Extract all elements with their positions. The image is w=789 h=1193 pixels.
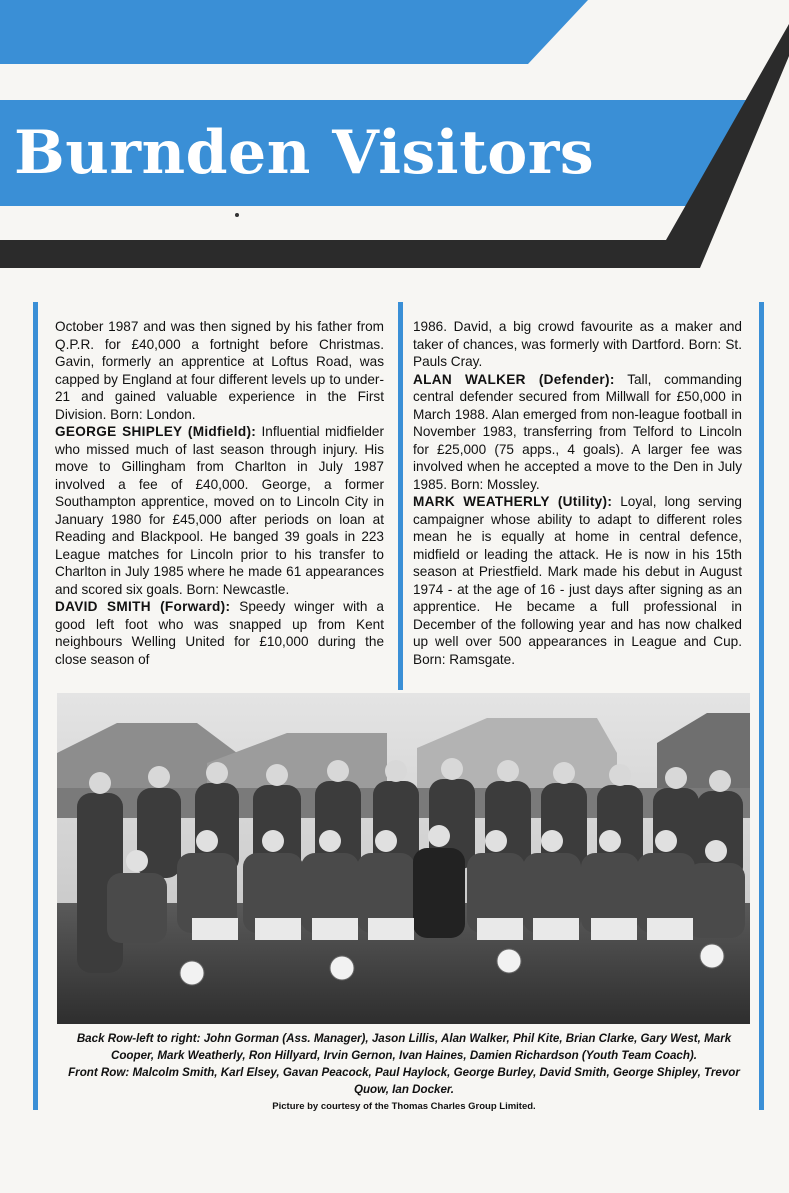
- player-bio: Speedy winger with a good left foot who was snapped up from Kent neighbours Welling United for £10,000 during the close season of: [55, 599, 384, 667]
- mark-weatherly-paragraph: [413, 493, 742, 668]
- player-bio: Tall, commanding central defender secured from Millwall for £50,000 in March 1988. Alan emerged from non-league football in November 1983, transferring from Telford to Lincoln for £25,000 (75 apps., 4 goals). A larger fee was involved when he accepted a move to the Den in July 1985. Born: Mossley.: [413, 371, 742, 492]
- alan-walker-paragraph: [413, 371, 742, 494]
- player-name-heading: GEORGE SHIPLEY (Midfield):: [55, 424, 257, 439]
- player-bio: Loyal, long serving campaigner whose ability to adapt to different roles mean he is equally at home in central defence, midfield or leading the attack. He is now in his 15th season at Priestfield. Mark made his debut in August 1974 - at the age of 16 - just days after signing as an apprentice. He became a full professional in December of the following year and has now chalked up well over 500 appearances in League and Cup. Born: Ramsgate.: [413, 494, 742, 667]
- team-photo: [57, 693, 750, 1024]
- player-name-heading: ALAN WALKER (Defender):: [413, 371, 615, 387]
- caption-back-row: Back Row-left to right: John Gorman (Ass. Manager), Jason Lillis, Alan Walker, Phil Kite, Brian Clarke, Gary West, Mark Cooper, Mark Weatherly, Ron Hillyard, Irvin Gernon, Ivan Haines, Damien Richardson (Youth Team Coach).: [76, 1032, 732, 1062]
- caption-front-row: Front Row: Malcolm Smith, Karl Elsey, Gavan Peacock, Paul Haylock, George Burley, David Smith, George Shipley, Trevor Quow, Ian Docker.: [68, 1066, 740, 1096]
- george-shipley-paragraph: [55, 423, 384, 598]
- player-name-heading: MARK WEATHERLY (Utility):: [413, 494, 613, 509]
- page-title: Burnden Visitors: [14, 118, 595, 188]
- david-smith-paragraph: [55, 598, 384, 668]
- player-name-heading: DAVID SMITH (Forward):: [55, 599, 231, 614]
- right-column: [413, 318, 742, 668]
- photo-caption: [60, 1030, 748, 1115]
- left-column-rule: [33, 302, 38, 1110]
- right-column-rule: [759, 302, 764, 1110]
- player-bio: Influential midfielder who missed much of last season through injury. His move to Gillingham from Charlton in July 1987 involved a fee of £40,000. George, a former Southampton apprentice, moved on to Lincoln City in January 1980 for £45,000 after periods on loan at Reading and Blackpool. He banged 39 goals in 223 League matches for Lincoln prior to his transfer to Charlton in July 1985 where he made 61 appearances and scored six goals. Born: Newcastle.: [55, 424, 384, 597]
- left-intro-paragraph: October 1987 and was then signed by his father from Q.P.R. for £40,000 a fortnight before Christmas. Gavin, formerly an apprentice at Loftus Road, was capped by England at four different levels up to under-21 and gained valuable experience in the First Division. Born: London.: [55, 319, 384, 422]
- center-column-rule: [398, 302, 403, 690]
- right-intro-paragraph: 1986. David, a big crowd favourite as a maker and taker of chances, was formerly with Dartford. Born: St. Pauls Cray.: [413, 319, 742, 369]
- photo-credit: Picture by courtesy of the Thomas Charles Group Limited.: [272, 1101, 536, 1112]
- left-column: [55, 318, 384, 668]
